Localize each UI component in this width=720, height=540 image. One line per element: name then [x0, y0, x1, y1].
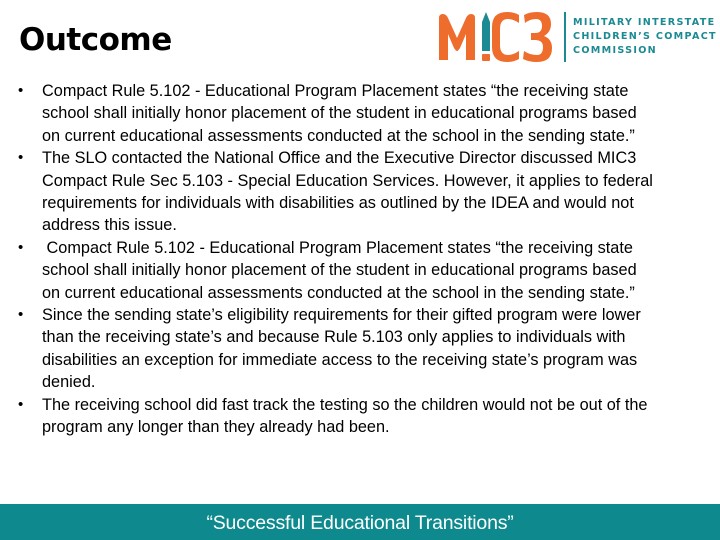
bullet-icon: •	[18, 395, 24, 413]
bullet-icon: •	[18, 149, 24, 167]
logo-organization-name	[573, 16, 717, 58]
bullet-item	[0, 304, 720, 394]
slide-title: Outcome	[19, 22, 172, 58]
bullet-line: The receiving school did fast track the testing so the children would not be out of the	[42, 395, 648, 414]
bullet-line: Since the sending state’s eligibility requirements for their gifted program were lower	[42, 306, 641, 325]
logo-digit-3	[523, 12, 552, 62]
bullet-line: address this issue.	[42, 216, 177, 235]
pencil-icon	[482, 12, 490, 61]
bullet-line: denied.	[42, 373, 96, 392]
bullet-line: on current educational assessments conducted at the school in the sending state.”	[42, 283, 635, 302]
bullet-item	[0, 237, 720, 304]
logo-letter-c	[492, 12, 519, 62]
bullet-item	[0, 394, 720, 439]
logo-letter-m	[439, 14, 475, 60]
bullet-line: school shall initially honor placement of the student in educational programs based	[42, 104, 637, 123]
logo-divider	[564, 12, 566, 62]
bullet-line: Compact Rule 5.102 - Educational Program Placement states “the receiving state	[42, 82, 629, 100]
bullet-line: Compact Rule 5.102 - Educational Program Placement states “the receiving state	[42, 238, 633, 257]
footer-tagline: “Successful Educational Transitions”	[206, 511, 514, 534]
logo-text-line: COMMISSION	[573, 45, 658, 56]
bullet-line: Compact Rule Sec 5.103 - Special Education Services. However, it applies to federal	[42, 171, 653, 190]
footer-banner	[0, 504, 720, 540]
bullet-line: requirements for individuals with disabilities as outlined by the IDEA and would not	[42, 194, 634, 213]
bullet-icon: •	[18, 238, 24, 256]
logo-text-line: MILITARY INTERSTATE	[573, 17, 716, 28]
bullet-line: on current educational assessments conducted at the school in the sending state.”	[42, 126, 635, 145]
bullet-line: than the receiving state’s and because Rule 5.103 only applies to individuals with	[42, 328, 626, 347]
bullet-item	[0, 80, 720, 147]
bullet-line: The SLO contacted the National Office and the Executive Director discussed MIC3	[42, 149, 637, 168]
logo-text-line: CHILDREN’S COMPACT	[573, 31, 717, 42]
outcome-bullet-list	[0, 80, 720, 439]
bullet-line: school shall initially honor placement of the student in educational programs based	[42, 261, 637, 280]
bullet-icon: •	[18, 82, 24, 99]
bullet-line: disabilities an exception for immediate access to the receiving state’s program was	[42, 350, 638, 369]
mic3-logo-mark	[437, 12, 553, 62]
bullet-icon: •	[18, 306, 24, 324]
bullet-item	[0, 147, 720, 237]
mic3-logo	[437, 10, 720, 66]
bullet-line: program any longer than they already had been.	[42, 418, 390, 437]
